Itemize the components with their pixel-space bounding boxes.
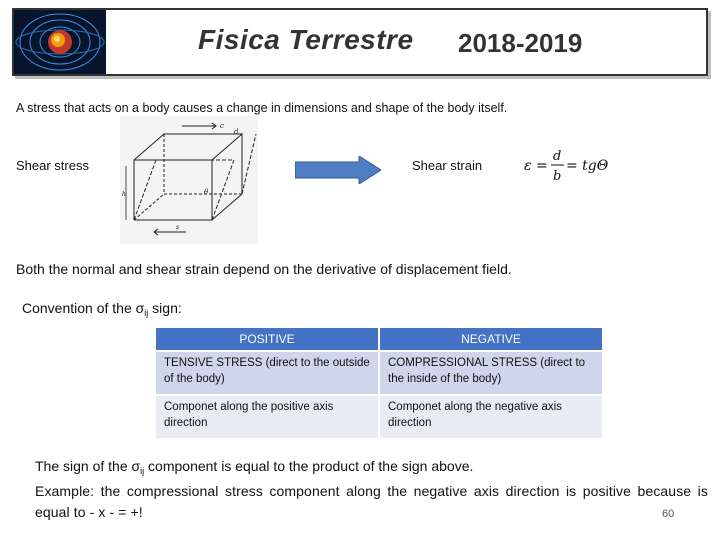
formula-denominator: b [553, 169, 562, 184]
formula-numerator: d [553, 149, 562, 164]
table-row [156, 396, 602, 438]
sign-subscript: ij [140, 466, 145, 476]
table-cell: Componet along the positive axis direction [156, 396, 378, 438]
table-cell: Componet along the negative axis direction [380, 396, 602, 438]
formula-epsilon: ε = [524, 158, 548, 174]
intro-text: A stress that acts on a body causes a change in dimensions and shape of the body itself. [16, 101, 508, 115]
table-cell: TENSIVE STRESS (direct to the outside of the body) [156, 352, 378, 394]
shear-deformation-figure [120, 116, 258, 244]
earth-magnetic-field-logo [14, 10, 106, 74]
strain-derivative-text: Both the normal and shear strain depend on the derivative of displacement field. [16, 261, 512, 277]
table-row [156, 352, 602, 394]
sign-product-text [35, 458, 473, 476]
formula-rhs: = tgΘ [566, 158, 609, 174]
header-banner [12, 8, 708, 76]
convention-heading [22, 300, 182, 318]
course-title: Fisica Terrestre [198, 24, 414, 55]
header-negative: NEGATIVE [380, 328, 602, 350]
sign-convention-table [154, 326, 604, 440]
convention-subscript: ij [144, 308, 149, 318]
sign-suffix: component is equal to the product of the sign above. [144, 458, 474, 474]
convention-suffix: sign: [148, 300, 182, 316]
shear-strain-formula [522, 146, 612, 186]
label-s: s [176, 224, 180, 231]
header-positive: POSITIVE [156, 328, 378, 350]
label-theta: θ [204, 188, 209, 196]
convention-prefix: Convention of the σ [22, 300, 145, 316]
academic-year: 2018-2019 [458, 28, 583, 58]
table-cell: COMPRESSIONAL STRESS (direct to the inside of the body) [380, 352, 602, 394]
label-d: d [234, 128, 239, 136]
right-arrow-icon [295, 156, 381, 184]
sign-prefix: The sign of the σ [35, 458, 141, 474]
shear-stress-label: Shear stress [16, 158, 89, 173]
table-header-row [156, 328, 602, 350]
example-text: Example: the compressional stress component along the negative axis direction is positive because is equal to - x - = +! [35, 483, 708, 520]
shear-strain-label: Shear strain [412, 158, 483, 173]
label-h: h [122, 191, 126, 198]
label-c: c [220, 122, 224, 130]
page-number: 60 [662, 508, 675, 520]
